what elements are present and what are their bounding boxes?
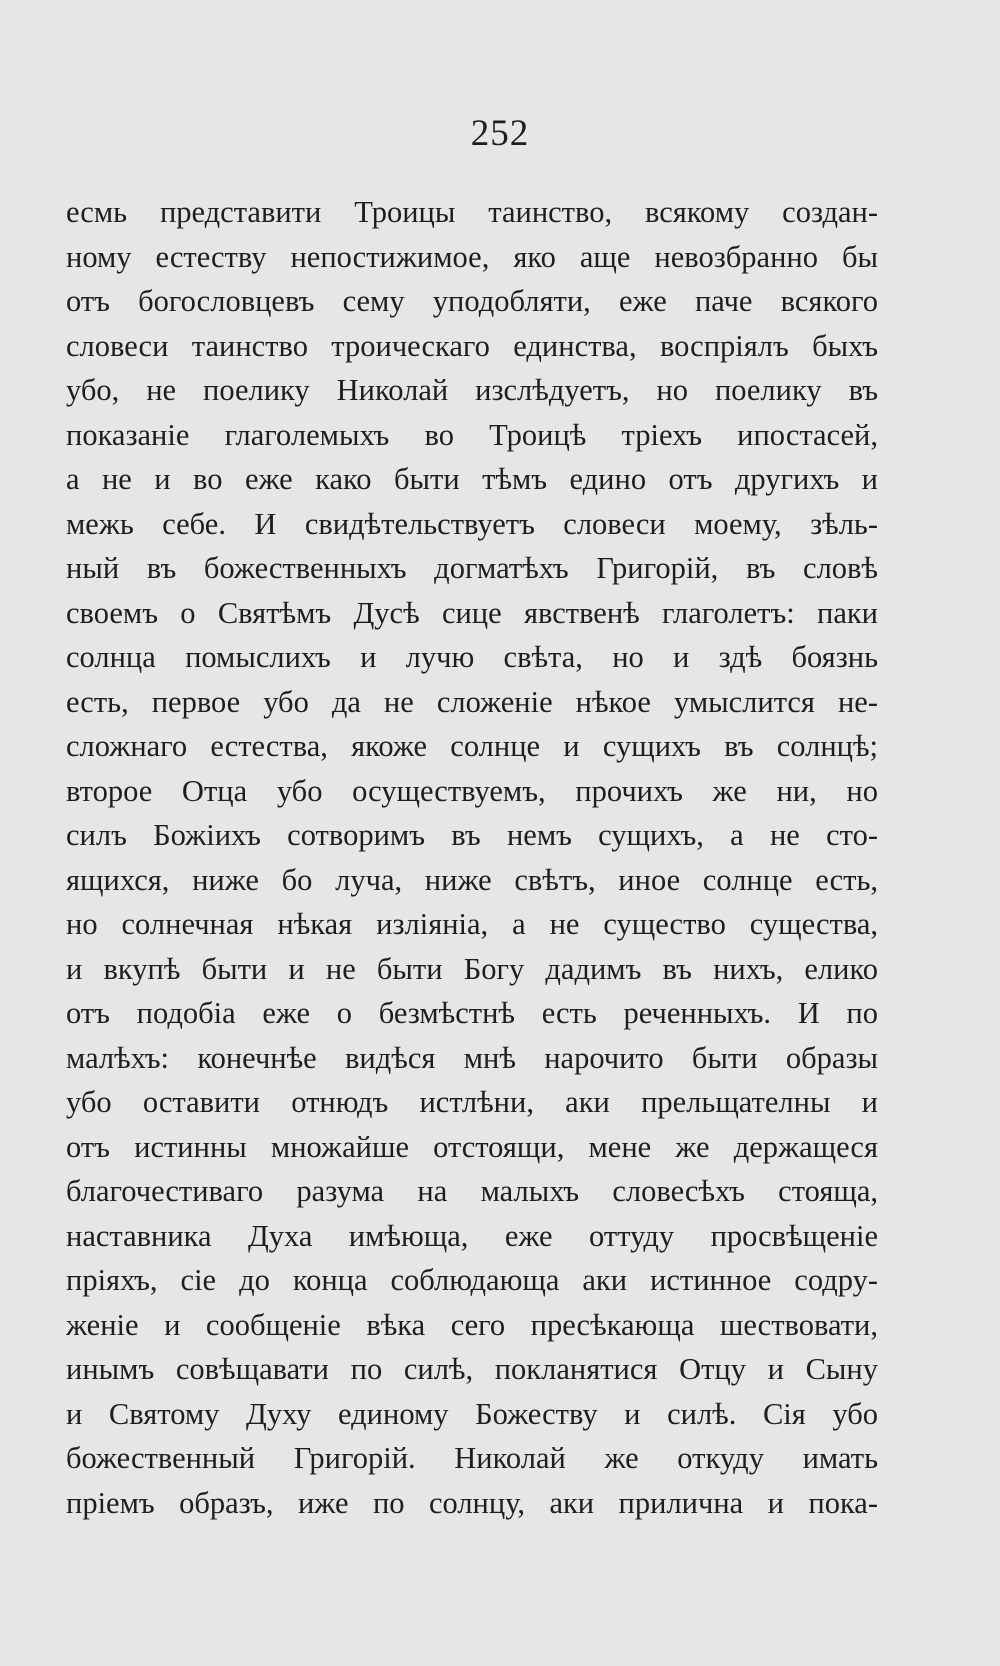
text-line: [66, 724, 878, 769]
text-line: [66, 1258, 878, 1303]
text-line: [66, 769, 878, 814]
text-line: [66, 991, 878, 1036]
text-line: [66, 813, 878, 858]
text-line: [66, 413, 878, 458]
text-line: [66, 235, 878, 280]
text-line: [66, 368, 878, 413]
text-line-content: солнца помыслихъ и лучю свѣта, но и здѣ боязнь: [66, 640, 878, 674]
text-line-content: наставника Духа имѣюща, еже оттуду просвѣщеніе: [66, 1218, 878, 1253]
text-line-content: силъ Божіихъ сотворимъ въ немъ сущихъ, а не сто-: [66, 818, 878, 852]
text-line: [66, 324, 878, 369]
text-line: [66, 1214, 878, 1259]
text-line-content: пріяхъ, сіе до конца соблюдающа аки истинное содру-: [66, 1263, 878, 1297]
text-line-content: межь себе. И свидѣтельствуетъ словеси моему, зѣль-: [66, 506, 878, 541]
text-line: [66, 190, 878, 235]
text-line-content: инымъ совѣщавати по силѣ, покланятися Отцу и Сыну: [66, 1352, 878, 1386]
text-line-content: божественный Григорій. Николай же откуду имать: [66, 1441, 878, 1475]
text-line-content: малѣхъ: конечнѣе видѣся мнѣ нарочито быти образы: [66, 1040, 878, 1075]
text-line-content: убо оставити отнюдъ истлѣни, аки прельщателны и: [66, 1085, 878, 1119]
text-line: [66, 902, 878, 947]
text-line-content: но солнечная нѣкая изліяніа, а не существо существа,: [66, 907, 878, 941]
text-line-content: показаніе глаголемыхъ во Троицѣ тріехъ ипостасей,: [66, 417, 878, 452]
text-line: [66, 457, 878, 502]
text-line-content: сложнаго естества, якоже солнце и сущихъ въ солнцѣ;: [66, 729, 878, 763]
text-line-content: ный въ божественныхъ догматѣхъ Григорій, въ словѣ: [66, 551, 878, 585]
text-line: [66, 858, 878, 903]
text-line-content: словеси таинство троическаго единства, воспріялъ быхъ: [66, 328, 878, 363]
text-line: [66, 947, 878, 992]
text-line-content: а не и во еже како быти тѣмъ едино отъ другихъ и: [66, 462, 878, 496]
text-line: [66, 1125, 878, 1170]
text-line: [66, 1481, 878, 1526]
text-line-content: ящихся, ниже бо луча, ниже свѣтъ, иное солнце есть,: [66, 862, 878, 897]
text-line-content: ному естеству непостижимое, яко аще невозбранно бы: [66, 239, 878, 274]
text-line: [66, 1303, 878, 1348]
text-line: [66, 502, 878, 547]
text-line-content: благочестиваго разума на малыхъ словесѣхъ стояща,: [66, 1174, 878, 1208]
text-line: [66, 635, 878, 680]
text-line-content: второе Отца убо осуществуемъ, прочихъ же ни, но: [66, 773, 878, 808]
text-line: [66, 591, 878, 636]
text-line: [66, 1392, 878, 1437]
text-line: [66, 1169, 878, 1214]
page-number: 252: [470, 113, 530, 154]
text-line-content: есмь представити Троицы таинство, всякому создан-: [66, 195, 878, 229]
text-line: [66, 680, 878, 725]
text-line: [66, 1436, 878, 1481]
text-line: [66, 279, 878, 324]
text-line-content: своемъ о Святѣмъ Дусѣ сице явственѣ глаголетъ: паки: [66, 595, 878, 630]
text-line-content: отъ богословцевъ сему уподобляти, еже паче всякого: [66, 284, 878, 318]
text-line-content: и Святому Духу единому Божеству и силѣ. Сія убо: [66, 1396, 878, 1431]
body-text: [66, 190, 878, 1525]
text-line: [66, 1036, 878, 1081]
text-line-content: отъ истинны множайше отстоящи, мене же держащеся: [66, 1129, 878, 1164]
text-line: [66, 546, 878, 591]
text-line-content: женіе и сообщеніе вѣка сего пресѣкающа шествовати,: [66, 1307, 878, 1342]
text-line-content: пріемъ образъ, иже по солнцу, аки прилична и пока-: [66, 1485, 878, 1520]
text-line-content: отъ подобіа еже о безмѣстнѣ есть реченныхъ. И по: [66, 996, 878, 1030]
text-line: [66, 1080, 878, 1125]
text-line-content: есть, первое убо да не сложеніе нѣкое умыслится не-: [66, 684, 878, 719]
text-line-content: убо, не поелику Николай изслѣдуетъ, но поелику въ: [66, 373, 878, 407]
text-line: [66, 1347, 878, 1392]
text-line-content: и вкупѣ быти и не быти Богу дадимъ въ нихъ, елико: [66, 951, 878, 986]
